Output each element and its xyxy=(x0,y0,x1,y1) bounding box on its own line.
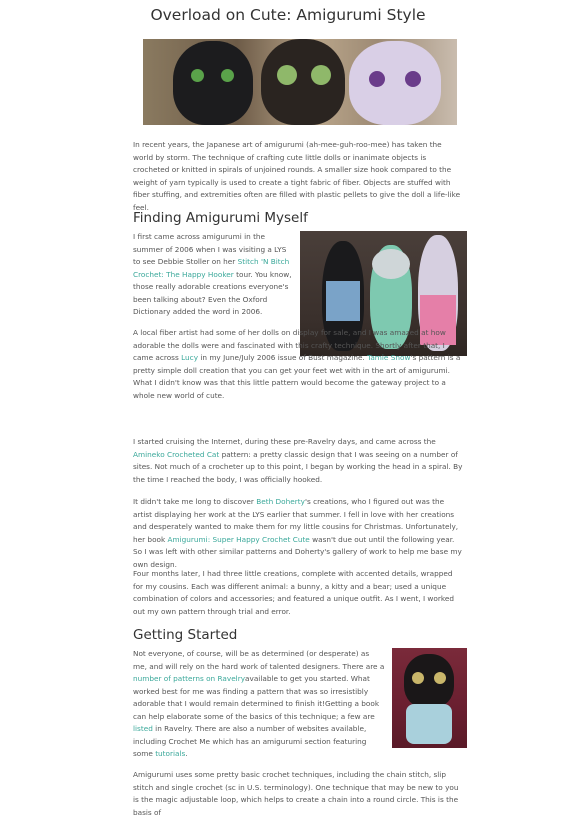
amineko-link[interactable]: Amineko Crocheted Cat xyxy=(133,449,220,459)
text-run: in my June/July 2006 issue of Bust magazine. xyxy=(198,353,368,362)
single-doll-photo xyxy=(392,648,467,748)
getting-started-paragraph-1 xyxy=(133,648,385,761)
finding-paragraph-3 xyxy=(133,436,463,486)
text-run: wasn't due out until the following year. So I was left with other similar patterns and Doherty's gallery of work to help me base my own design. xyxy=(133,534,462,569)
lucy-link[interactable]: Lucy xyxy=(181,353,199,362)
getting-started-paragraph-2: Amigurumi uses some pretty basic crochet techniques, including the chain stitch, slip stitch and single crochet (sc in U.S. terminology). One technique that may be new to you is the magic adjustable loop, which helps to create a chain into a round circle. This is the basis of xyxy=(133,770,459,817)
page-title: Overload on Cute: Amigurumi Style xyxy=(150,6,426,24)
text-run: I started cruising the Internet, during these pre-Ravelry days, and came across the xyxy=(133,437,436,446)
doll-head xyxy=(372,249,410,279)
tutorials-link[interactable]: tutorials xyxy=(155,749,186,758)
tamie-snow-link[interactable]: Tamie Snow xyxy=(367,353,411,362)
beth-doherty-link[interactable]: Beth Doherty xyxy=(256,497,305,506)
doll-eye xyxy=(434,672,446,684)
pink-bunny-doll xyxy=(349,41,441,125)
section-heading-getting-started: Getting Started xyxy=(133,627,238,643)
doll-sweater xyxy=(406,704,452,744)
black-cat-doll xyxy=(404,654,454,708)
doll-eye xyxy=(369,71,385,87)
stitch-n-bitch-link[interactable]: Stitch 'N Bitch Crochet: The Happy Hooker xyxy=(133,257,290,279)
doll-eye xyxy=(311,65,331,85)
amigurumi-book-link[interactable]: Amigurumi: Super Happy Crochet Cute xyxy=(167,534,310,544)
doll-eye xyxy=(277,65,297,85)
finding-paragraph-5: Four months later, I had three little creations, complete with accented details, wrapped for my cousins. Each was different animal: a bunny, a kitty and a bear; used a unique combination of colors and accessories; and featured a unique outfit. As I went, I worked out my own pattern through trial and error. xyxy=(133,569,454,616)
doll-dress xyxy=(326,281,360,321)
doll-eye xyxy=(191,69,204,82)
text-run: . xyxy=(185,749,188,758)
finding-paragraph-1 xyxy=(133,231,293,319)
doll-eye xyxy=(221,69,234,82)
ravelry-patterns-link[interactable]: number of patterns on Ravelry xyxy=(133,674,246,683)
text-run: 's creations, who I figured out was the artist displaying her work at the LYS earlier that summer. I fell in love with her creations and desperately wanted to make them for my little cousins for Christmas. Unfortunately, her book xyxy=(133,497,459,544)
listed-link[interactable]: listed xyxy=(133,724,153,733)
text-run: available to get you started. What worked best for me was finding a pattern that was so irresistibly adorable that I would remain determined to finish it!Getting a book can help elaborate some of the basics of this technique; a few are xyxy=(133,674,380,721)
text-run: It didn't take me long to discover xyxy=(133,497,257,506)
doll-eye xyxy=(405,71,421,87)
doll-eye xyxy=(412,672,424,684)
text-run: tour. You know, those really adorable creations everyone's been talking about? Even the Oxford Dictionary added the word in 2006. xyxy=(133,269,292,316)
intro-paragraph: In recent years, the Japanese art of amigurumi (ah-mee-guh-roo-mee) has taken the world by storm. The technique of crafting cute little dolls or inanimate objects is crocheted or knitted in spirals of unjoined rounds. A smaller size hook compared to the weight of yarn typically is used to create a tight fabric of fiber. Objects are stuffed with fiber stuffing, and extremities often are filled with plastic pellets to give the doll a life-like feel. xyxy=(133,140,461,212)
black-cat-doll xyxy=(173,41,253,125)
text-run: I first came across amigurumi in the summer of 2006 when I was visiting a LYS to see Debbie Stoller on her xyxy=(133,232,287,266)
text-run: in Ravelry. There are also a number of websites available, including Crochet Me which has an amigurumi section featuring some xyxy=(133,724,367,758)
text-run: 's pattern is a pretty simple doll creation that you can get your feet wet with in the art of amigurumi. What I didn't know was that this little pattern would become the gateway project to a whole new world of cute. xyxy=(133,353,461,400)
finding-paragraph-4 xyxy=(133,496,463,571)
banner-photo xyxy=(143,39,457,125)
section-heading-finding: Finding Amigurumi Myself xyxy=(133,210,308,226)
text-run: pattern: a pretty classic design that I was seeing on a number of sites. Not much of a crocheter up to this point, I began by working the head in a spiral. By the time I reached the body, I was officially hooked. xyxy=(133,449,463,484)
brown-doll xyxy=(261,39,345,125)
finding-paragraph-2 xyxy=(133,327,463,402)
text-run: A local fiber artist had some of her dolls on display for sale, and I was amazed at how adorable the dolls were and fascinated with this crafty technique. Shortly after that, I came across xyxy=(133,328,446,362)
text-run: Not everyone, of course, will be as determined (or desperate) as me, and will rely on the hard work of talented designers. There are a xyxy=(133,649,385,671)
